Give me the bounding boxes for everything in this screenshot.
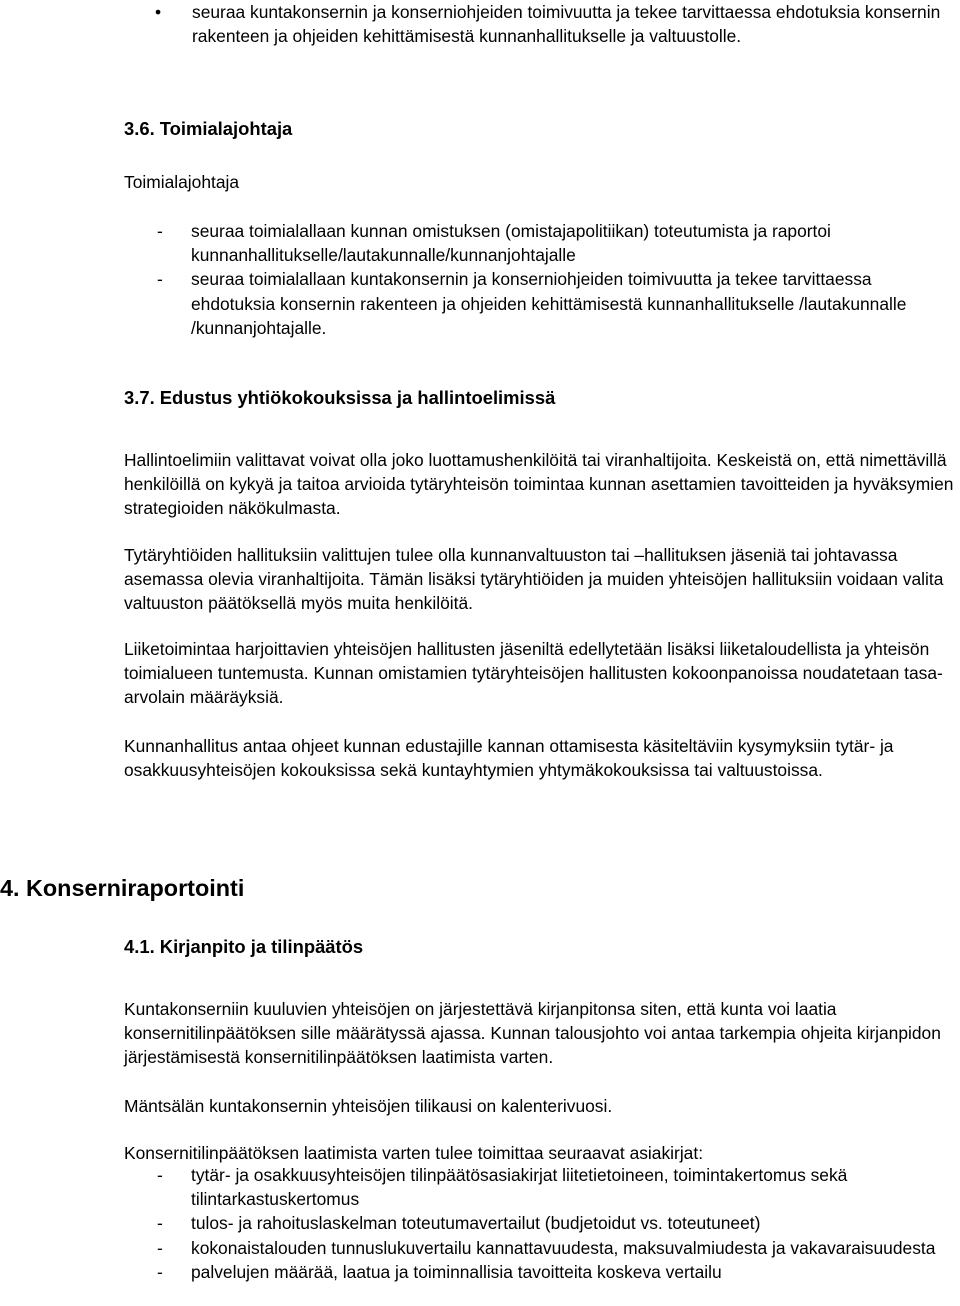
section-4-1-paragraph: Kuntakonserniin kuuluvien yhteisöjen on järjestettävä kirjanpitonsa siten, että kunta voi laatia konsernitilinpäätöksen sille määrätyssä ajassa. Kunnan talousjohto voi antaa tarkempia ohjeita kirjanpidon järjestämisestä konsernitilinpäätöksen laatimista varten. bbox=[124, 999, 941, 1068]
list-item-text: seuraa kuntakonsernin ja konserniohjeiden toimivuutta ja tekee tarvittaessa ehdotuksia konsernin rakenteen ja ohjeiden kehittämisestä kunnanhallitukselle ja valtuustolle. bbox=[192, 2, 941, 47]
top-bullet-list bbox=[124, 0, 954, 48]
section-3-6-list bbox=[124, 219, 954, 340]
section-3-7-paragraph: Liiketoimintaa harjoittavien yhteisöjen hallitusten jäseniltä edellytetään lisäksi liiketaloudellista ja yhteisön toimialueen tuntemusta. Kunnan omistamien tytäryhteisöjen hallitusten kokoonpanoissa noudatetaan tasa-arvolain määräyksiä. bbox=[124, 639, 943, 708]
dash-marker: - bbox=[157, 1261, 163, 1282]
section-4-heading: 4. Konserniraportointi bbox=[0, 875, 245, 901]
list-item-text: seuraa toimialallaan kuntakonsernin ja konserniohjeiden toimivuutta ja tekee tarvittaessa ehdotuksia konsernin rakenteen ja ohjeiden kehittämisestä kunnanhallitukselle /lautakunnalle /kunnanjohtajalle. bbox=[191, 269, 907, 338]
section-4-1-paragraph: Konsernitilinpäätöksen laatimista varten tulee toimittaa seuraavat asiakirjat: bbox=[124, 1143, 704, 1163]
list-item bbox=[124, 1236, 960, 1260]
list-item bbox=[124, 0, 954, 48]
list-item bbox=[124, 1163, 960, 1211]
list-item-text: tulos- ja rahoituslaskelman toteutumavertailut (budjetoidut vs. toteutuneet) bbox=[191, 1213, 761, 1234]
list-item bbox=[124, 219, 954, 267]
dash-marker: - bbox=[157, 221, 163, 241]
dash-marker: - bbox=[157, 1237, 163, 1258]
section-3-7-heading: 3.7. Edustus yhtiökokouksissa ja hallintoelimissä bbox=[124, 387, 556, 408]
section-3-7-paragraph: Kunnanhallitus antaa ohjeet kunnan edustajille kannan ottamisesta käsiteltäviin kysymyksiin tytär- ja osakkuusyhteisöjen kokouksissa sekä kuntayhtymien yhtymäkokouksissa tai valtuustoissa. bbox=[124, 736, 894, 781]
list-item-text: kokonaistalouden tunnuslukuvertailu kannattavuudesta, maksuvalmiudesta ja vakavaraisuudesta bbox=[191, 1237, 936, 1258]
list-item-text: tytär- ja osakkuusyhteisöjen tilinpäätösasiakirjat liitetietoineen, toimintakertomus sekä tilintarkastuskertomus bbox=[191, 1165, 848, 1210]
section-3-7-paragraph: Tytäryhtiöiden hallituksiin valittujen tulee olla kunnanvaltuuston tai –hallituksen jäseniä tai johtavassa asemassa olevia viranhaltijoita. Tämän lisäksi tytäryhtiöiden ja muiden yhteisöjen hallituksiin voidaan valita valtuuston päätöksellä myös muita henkilöitä. bbox=[124, 545, 944, 614]
list-item bbox=[124, 1211, 960, 1235]
list-item-text: seuraa toimialallaan kunnan omistuksen (omistajapolitiikan) toteutumista ja raportoi kunnanhallitukselle/lautakunnalle/kunnanjohtajalle bbox=[191, 221, 831, 266]
dash-marker: - bbox=[157, 1165, 163, 1185]
list-item-text: palvelujen määrää, laatua ja toiminnallisia tavoitteita koskeva vertailu bbox=[191, 1261, 722, 1282]
section-4-1-paragraph: Mäntsälän kuntakonsernin yhteisöjen tilikausi on kalenterivuosi. bbox=[124, 1096, 613, 1116]
bullet-marker: • bbox=[155, 2, 162, 22]
dash-marker: - bbox=[157, 1213, 163, 1234]
section-3-6-subtitle: Toimialajohtaja bbox=[124, 172, 240, 192]
section-3-7-paragraph: Hallintoelimiin valittavat voivat olla joko luottamushenkilöitä tai viranhaltijoita. Keskeistä on, että nimettävillä henkilöillä on kykyä ja taitoa arvioida tytäryhteisön toimintaa kunnan asettamien tavoitteiden ja hyväksymien strategioiden näkökulmasta. bbox=[124, 450, 954, 519]
section-3-6-heading: 3.6. Toimialajohtaja bbox=[124, 118, 293, 139]
list-item bbox=[124, 1260, 960, 1284]
section-4-1-list bbox=[124, 1163, 960, 1284]
dash-marker: - bbox=[157, 269, 163, 290]
section-4-1-heading: 4.1. Kirjanpito ja tilinpäätös bbox=[124, 936, 364, 957]
list-item bbox=[124, 267, 954, 340]
